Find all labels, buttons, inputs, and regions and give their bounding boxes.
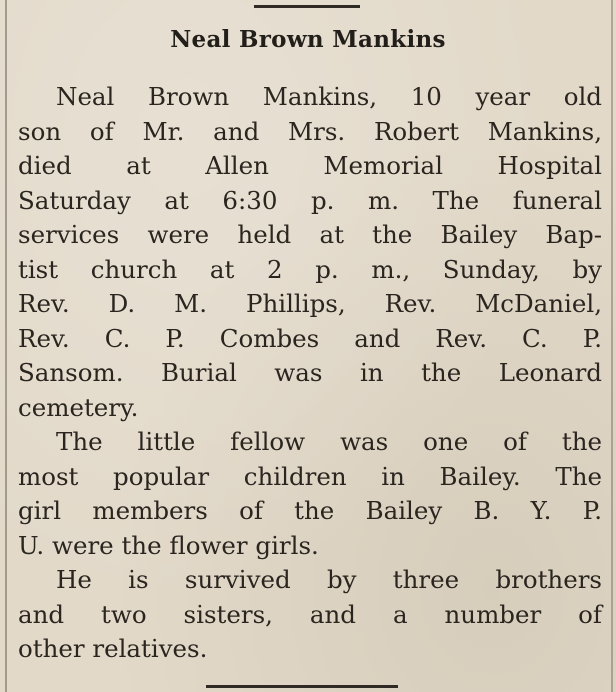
article-line: son of Mr. and Mrs. Robert Mankins,: [18, 116, 602, 146]
article-line: other relatives.: [18, 634, 208, 663]
article-line: tist church at 2 p. m., Sunday, by: [18, 254, 602, 284]
clipping-right-edge: [611, 0, 613, 692]
article-line: cemetery.: [18, 392, 139, 422]
article-body: [18, 80, 602, 667]
article-line: Rev. C. P. Combes and Rev. C. P.: [18, 323, 602, 353]
clipping-left-edge: [5, 0, 7, 692]
article-line: U. were the flower girls.: [18, 530, 319, 560]
article-line: The little fellow was one of the: [56, 427, 602, 456]
article-line: most popular children in Bailey. The: [18, 461, 602, 491]
article-line: Saturday at 6:30 p. m. The funeral: [18, 185, 602, 215]
article-line: He is survived by three brothers: [56, 565, 602, 594]
top-divider-rule: [254, 5, 360, 8]
article-line: Rev. D. M. Phillips, Rev. McDaniel,: [18, 289, 602, 318]
article-line: services were held at the Bailey Bap-: [18, 220, 602, 249]
article-line: Sansom. Burial was in the Leonard: [18, 358, 602, 387]
article-line: Neal Brown Mankins, 10 year old: [56, 82, 602, 111]
article-line: girl members of the Bailey B. Y. P.: [18, 496, 602, 525]
article-line: and two sisters, and a number of: [18, 599, 602, 629]
bottom-divider-rule: [206, 685, 398, 688]
article-line: died at Allen Memorial Hospital: [18, 151, 602, 180]
headline: Neal Brown Mankins: [170, 26, 446, 53]
